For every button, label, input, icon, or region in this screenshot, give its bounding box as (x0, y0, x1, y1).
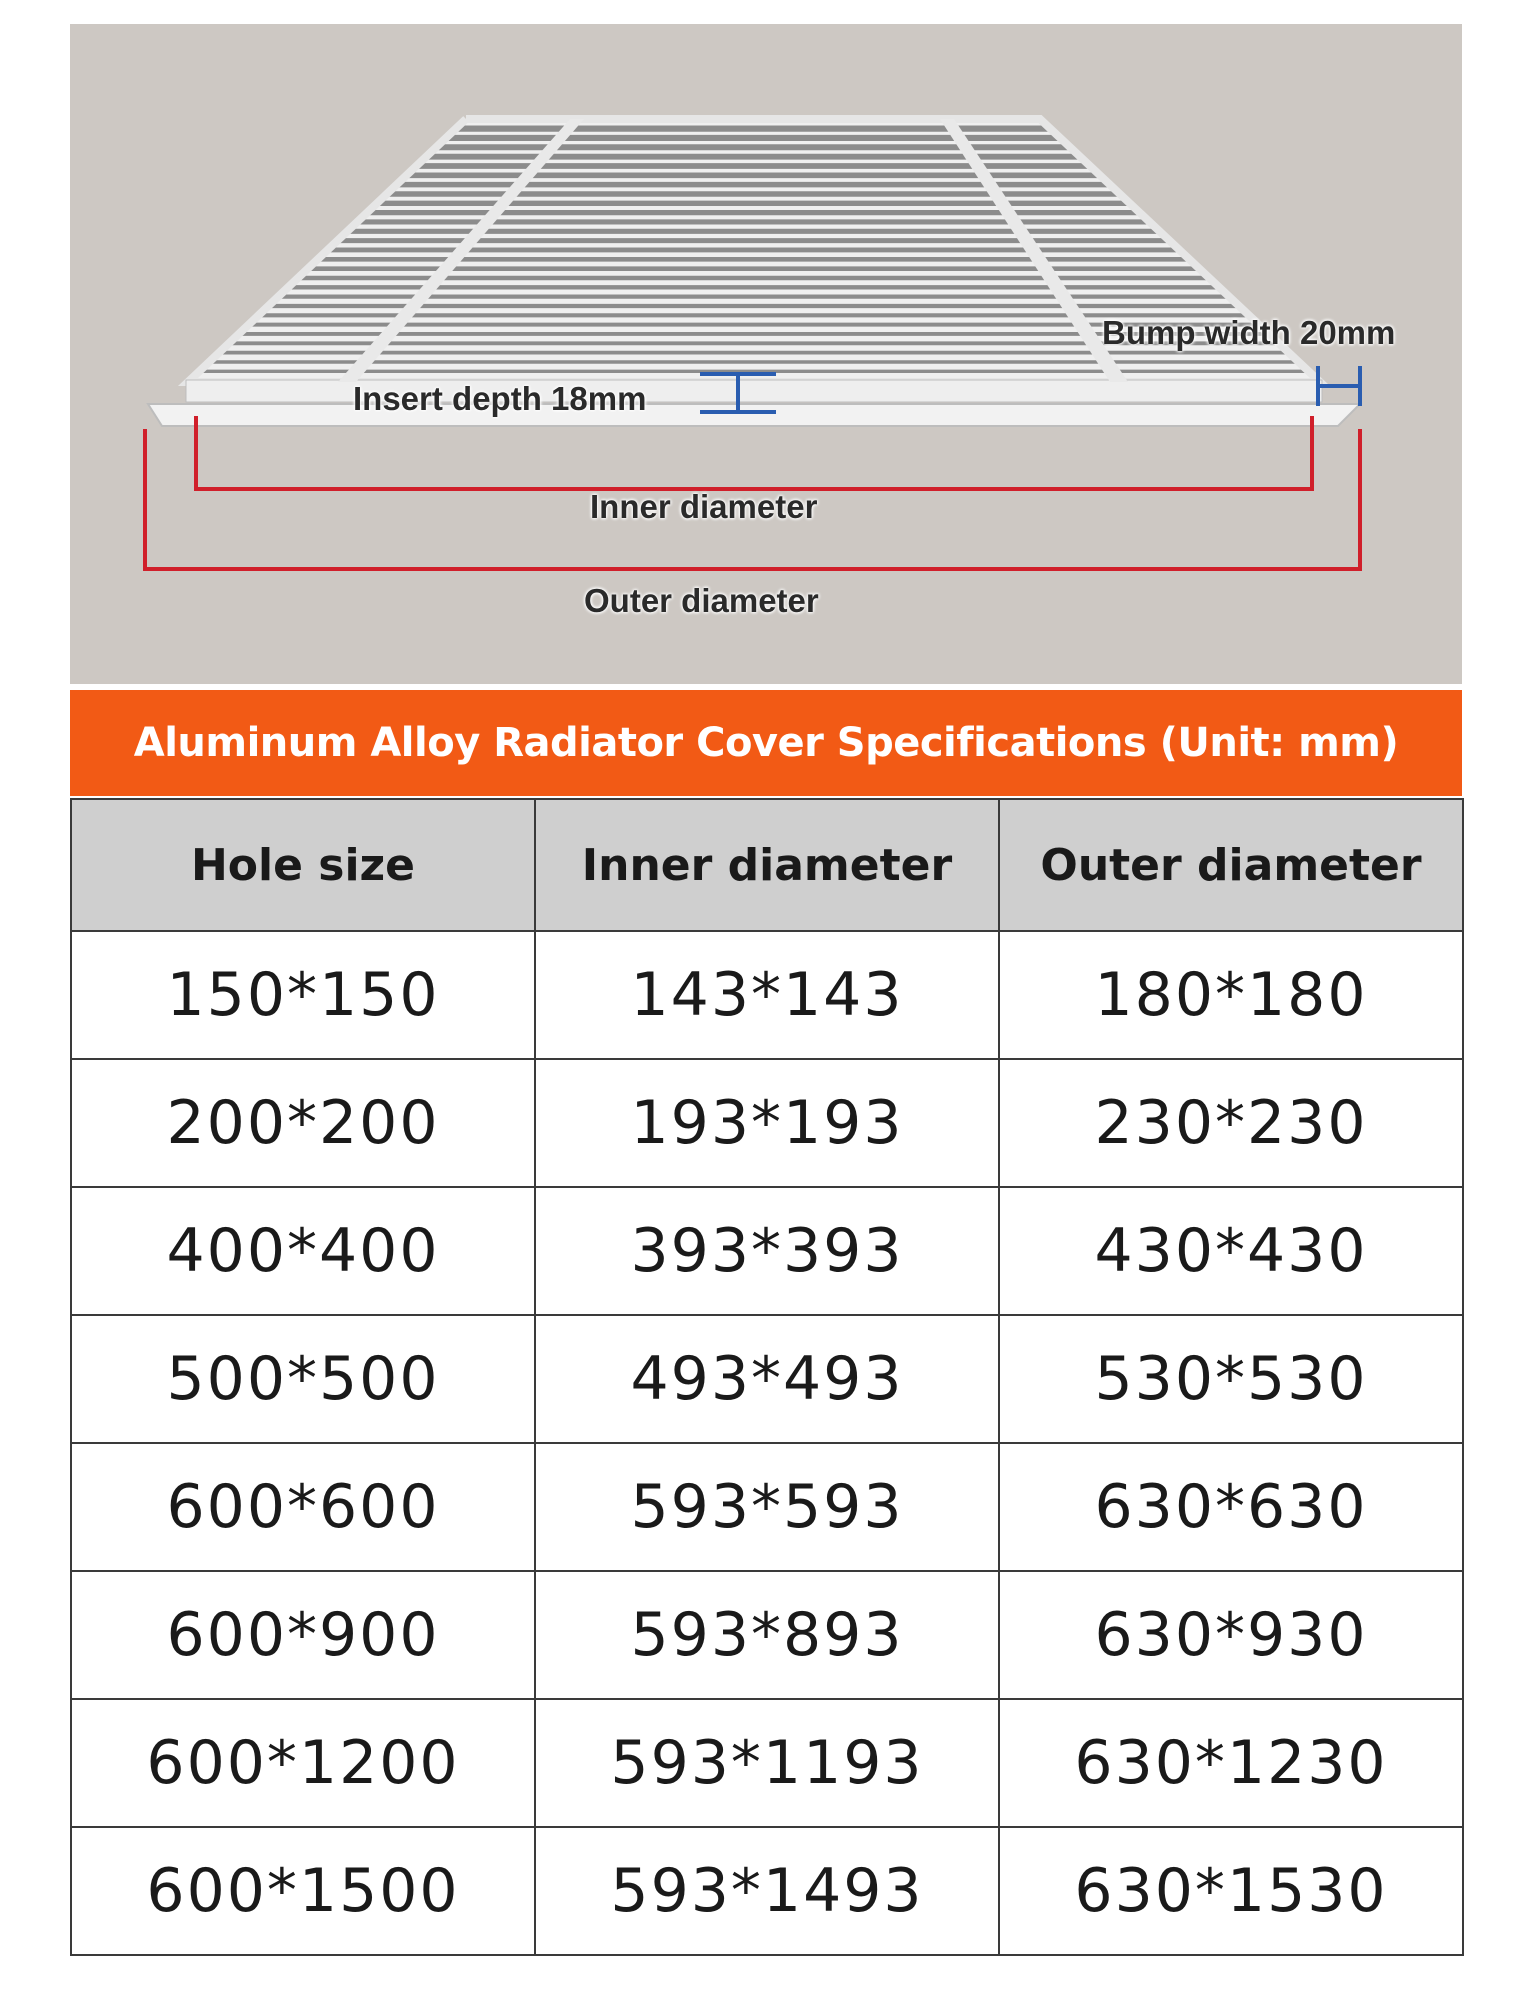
outer-diameter-label: Outer diameter (584, 582, 819, 619)
table-row (71, 1443, 1463, 1571)
insert-depth-label: Insert depth 18mm (353, 380, 647, 417)
outer-diameter-cell: 630*1230 (999, 1699, 1463, 1827)
hole-size-cell: 600*1500 (71, 1827, 535, 1955)
outer-diameter-cell: 630*930 (999, 1571, 1463, 1699)
spec-table (70, 798, 1464, 1956)
inner-diameter-cell: 593*1493 (535, 1827, 999, 1955)
outer-diameter-cell: 180*180 (999, 931, 1463, 1059)
outer-diameter-cell: 630*630 (999, 1443, 1463, 1571)
spec-banner (70, 690, 1462, 796)
header-inner-diameter: Inner diameter (535, 799, 999, 931)
inner-diameter-cell: 193*193 (535, 1059, 999, 1187)
header-outer-diameter: Outer diameter (999, 799, 1463, 931)
hole-size-cell: 400*400 (71, 1187, 535, 1315)
inner-diameter-cell: 593*593 (535, 1443, 999, 1571)
inner-diameter-cell: 593*893 (535, 1571, 999, 1699)
hole-size-cell: 600*1200 (71, 1699, 535, 1827)
table-row (71, 1571, 1463, 1699)
outer-diameter-cell: 430*430 (999, 1187, 1463, 1315)
hole-size-cell: 600*600 (71, 1443, 535, 1571)
table-row (71, 1827, 1463, 1955)
inner-diameter-cell: 593*1193 (535, 1699, 999, 1827)
inner-diameter-cell: 493*493 (535, 1315, 999, 1443)
bump-width-label: Bump width 20mm (1102, 314, 1396, 351)
inner-diameter-label: Inner diameter (590, 488, 818, 525)
hole-size-cell: 200*200 (71, 1059, 535, 1187)
table-row (71, 1187, 1463, 1315)
table-row (71, 1059, 1463, 1187)
table-row (71, 1699, 1463, 1827)
table-row (71, 931, 1463, 1059)
table-row (71, 1315, 1463, 1443)
banner-title: Aluminum Alloy Radiator Cover Specifications (Unit: mm) (133, 720, 1399, 766)
table-header-row (71, 799, 1463, 931)
outer-diameter-cell: 230*230 (999, 1059, 1463, 1187)
product-photo (70, 24, 1462, 684)
inner-diameter-cell: 143*143 (535, 931, 999, 1059)
outer-diameter-cell: 530*530 (999, 1315, 1463, 1443)
header-hole-size: Hole size (71, 799, 535, 931)
hole-size-cell: 500*500 (71, 1315, 535, 1443)
hole-size-cell: 150*150 (71, 931, 535, 1059)
outer-diameter-cell: 630*1530 (999, 1827, 1463, 1955)
hole-size-cell: 600*900 (71, 1571, 535, 1699)
inner-diameter-cell: 393*393 (535, 1187, 999, 1315)
